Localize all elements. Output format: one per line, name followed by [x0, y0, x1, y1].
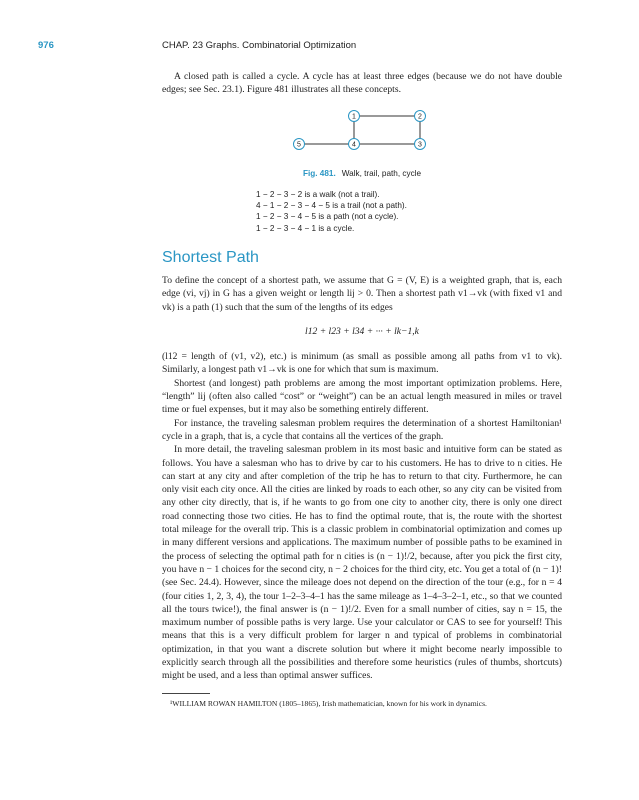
equation: l12 + l23 + l34 + ··· + lk−1,k	[305, 325, 419, 337]
node-label-1: 1	[352, 113, 356, 121]
intro-paragraph: A closed path is called a cycle. A cycle has at least three edges (because we do not have double edges; see Sec. 23.1). Figure 481 illustrates all these concepts.	[162, 71, 562, 96]
paragraph-importance: Shortest (and longest) path problems are among the most important optimization problems. Here, “length” lij (often also called “cost” or “weight”) can be an actual length measured in miles or travel time or fuel expenses, but it may also be something entirely different.	[162, 377, 562, 416]
footnote-rule	[162, 693, 210, 694]
node-label-5: 5	[297, 141, 301, 149]
list-item: 1 − 2 − 3 − 2 is a walk (not a trail).	[256, 189, 380, 199]
list-item: 1 − 2 − 3 − 4 − 5 is a path (not a cycle).	[256, 212, 399, 222]
paragraph-minimum: (l12 = length of (v1, v2), etc.) is minimum (as small as possible among all paths from v1 to vk). Similarly, a longest path v1→vk is one for which that sum is maximum.	[162, 351, 562, 376]
node-label-3: 3	[418, 141, 422, 149]
figure-caption-text: Walk, trail, path, cycle	[341, 168, 422, 178]
footnote: ¹WILLIAM ROWAN HAMILTON (1805–1865), Irish mathematician, known for his work in dynamics.	[170, 698, 487, 708]
path-examples-list	[256, 189, 562, 234]
graph-diagram	[162, 105, 562, 165]
section-title: Shortest Path	[162, 248, 259, 266]
figure-label: Fig. 481.	[302, 168, 336, 178]
node-label-4: 4	[352, 141, 356, 149]
paragraph-tsp-detail: In more detail, the traveling salesman problem in its most basic and intuitive form can be stated as follows. You have a salesman who has to drive by car to his customers. He has to drive to n cities. He can start at any city and after completion of the trip he has to return to that city. Furthermore, he can only visit each city once. All the cities are linked by roads to each other, so any city can be visited from any other city directly, that is, if he wants to go from one city to another city, there is only one direct road connecting those two cities. He has to find the optimal route, that is, the route with the shortest total mileage for the overall trip. This is a classic problem in combinatorial optimization and comes up in many different versions and applications. The maximum number of possible paths to be examined in the process of selecting the optimal path for n cities is (n − 1)!/2, because, after you pick the first city, you have n − 1 choices for the second city, n − 2 choices for the third city, etc. You get a total of (n − 1)! (see Sec. 24.4). However, since the mileage does not depend on the direction of the tour (e.g., for n = 4 (four cities 1, 2, 3, 4), the tour 1–2–3–4–1 has the same mileage as 1–4–3–2–1, etc., so that we counted all the tours twice!), the final answer is (n − 1)!/2. Even for a small number of cities, say n = 15, the maximum number of possible paths is very large. Use your calculator or CAS to see for yourself! This means that this is a very difficult problem for larger n and typical of problems in combinatorial optimization, in that you want a discrete solution but where it might become nearly impossible to explicitly search through all the possibilities and therefore some heuristics (rules of thumbs, shortcuts) might be used, and a less than optimal answer suffices.	[162, 444, 562, 682]
figure-481	[162, 105, 562, 165]
figure-caption	[162, 167, 562, 180]
page-content	[162, 70, 562, 710]
page-number: 976	[38, 40, 54, 51]
paragraph-tsp-intro: For instance, the traveling salesman problem requires the determination of a shortest Hamiltonian¹ cycle in a graph, that is, a cycle that contains all the vertices of the graph.	[162, 417, 562, 442]
page-header	[38, 40, 357, 51]
list-item: 4 − 1 − 2 − 3 − 4 − 5 is a trail (not a path).	[256, 201, 407, 211]
list-item: 1 − 2 − 3 − 4 − 1 is a cycle.	[256, 223, 355, 233]
chapter-title: CHAP. 23 Graphs. Combinatorial Optimization	[162, 40, 357, 51]
node-label-2: 2	[418, 113, 422, 121]
paragraph-definition: To define the concept of a shortest path, we assume that G = (V, E) is a weighted graph, that is, each edge (vi, vj) in G has a given weight or length lij > 0. Then a shortest path v1→vk (with fixed v1 and vk) is a path (1) such that the sum of the lengths of its edges	[162, 275, 562, 313]
